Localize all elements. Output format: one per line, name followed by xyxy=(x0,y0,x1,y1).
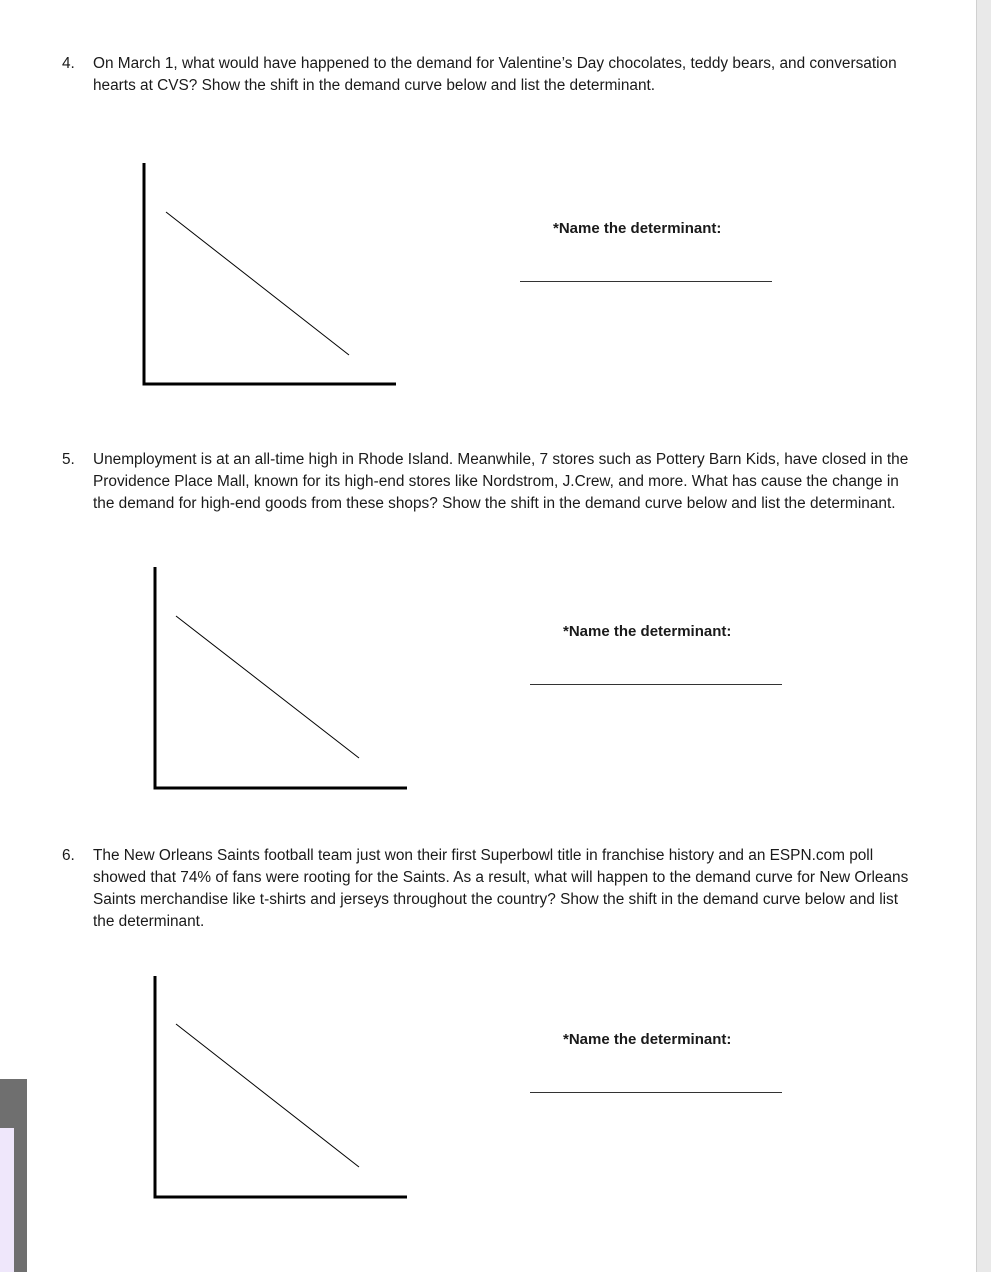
question-number: 5. xyxy=(62,451,75,468)
determinant-answer-line[interactable] xyxy=(530,684,782,685)
determinant-answer-line[interactable] xyxy=(520,281,772,282)
determinant-label: *Name the determinant: xyxy=(563,1031,732,1048)
demand-graph xyxy=(138,160,400,390)
demand-graph xyxy=(149,564,411,794)
question-text: Unemployment is at an all-time high in Rhode Island. Meanwhile, 7 stores such as Pottery Barn Kids, have closed in the Providence Place Mall, known for its high-end stores like Nordstrom, J.Crew, and more. What has cause the change in the demand for high-end goods from these shops? Show the shift in the demand curve below and list the determinant. xyxy=(93,451,909,512)
question-6 xyxy=(62,845,922,933)
demand-curve xyxy=(176,616,359,758)
demand-curve xyxy=(166,212,349,355)
determinant-label: *Name the determinant: xyxy=(563,623,732,640)
vertical-scrollbar[interactable] xyxy=(976,0,991,1272)
side-panel-content xyxy=(0,1128,14,1272)
determinant-answer-line[interactable] xyxy=(530,1092,782,1093)
side-panel-tab[interactable] xyxy=(0,1079,27,1272)
demand-graph xyxy=(149,973,411,1203)
question-5 xyxy=(62,449,922,515)
question-text: The New Orleans Saints football team just won their first Superbowl title in franchise history and an ESPN.com poll showed that 74% of fans were rooting for the Saints. As a result, what will happen to the demand curve for New Orleans Saints merchandise like t-shirts and jerseys throughout the country? Show the shift in the demand curve below and list the determinant. xyxy=(93,847,909,930)
question-text: On March 1, what would have happened to the demand for Valentine’s Day chocolates, teddy bears, and conversation hearts at CVS? Show the shift in the demand curve below and list the determinant. xyxy=(93,55,897,94)
question-4 xyxy=(62,53,922,97)
determinant-label: *Name the determinant: xyxy=(553,220,722,237)
question-number: 4. xyxy=(62,55,75,72)
question-number: 6. xyxy=(62,847,75,864)
demand-curve xyxy=(176,1024,359,1167)
